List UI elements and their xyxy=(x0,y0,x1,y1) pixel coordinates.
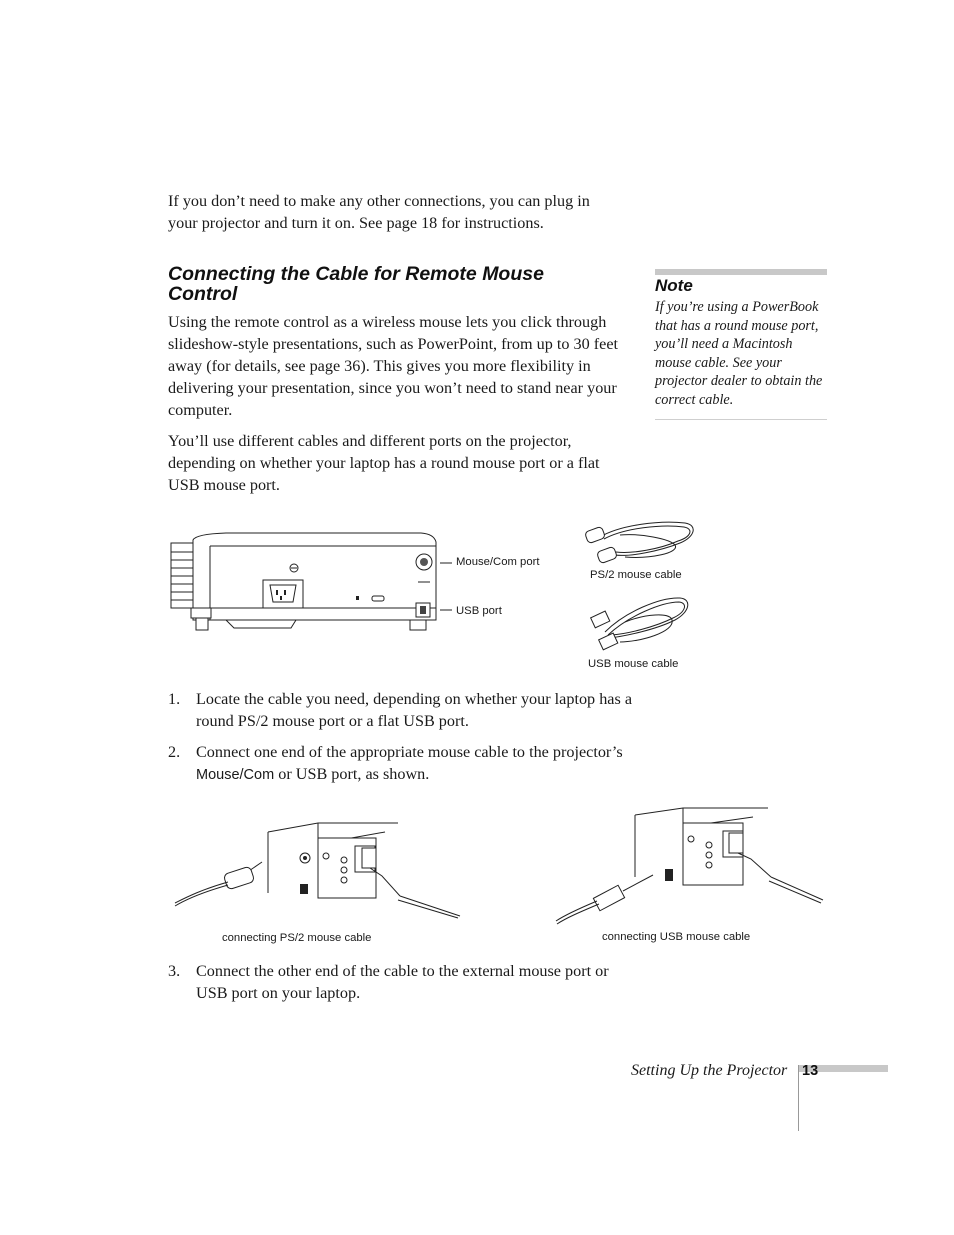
note-bottom-rule xyxy=(655,419,827,420)
usb-mouse-cable-label: USB mouse cable xyxy=(588,658,679,670)
intro-paragraph: If you don’t need to make any other connections, you can plug in your projector and turn it on. See page 18 for instructions. xyxy=(168,192,590,232)
connecting-ps2-illustration xyxy=(170,818,465,928)
step-3-text: Connect the other end of the cable to the external mouse port or USB port on your laptop. xyxy=(196,962,609,1002)
note-top-bar xyxy=(655,269,827,275)
connecting-usb-caption: connecting USB mouse cable xyxy=(602,931,751,943)
section-paragraph-1: Using the remote control as a wireless mouse lets you click through slideshow-style presentations, such as PowerPoint, from up to 30 feet away (for details, see page 36). This gives you more flexibility in delivering your presentation, since you won’t need to stand near your computer. xyxy=(168,313,619,419)
step-2-text xyxy=(196,741,636,786)
usb-mouse-cable-illustration xyxy=(580,592,700,654)
usb-port-label: USB port xyxy=(456,605,502,617)
projector-rear-panel-illustration xyxy=(166,528,446,636)
step-1-text: Locate the cable you need, depending on whether your laptop has a round PS/2 mouse port or a flat USB port. xyxy=(196,690,633,730)
connecting-usb-illustration xyxy=(553,805,828,927)
step-3-number: 3. xyxy=(168,962,181,980)
step-2-text-before: Connect one end of the appropriate mouse cable to the projector’s xyxy=(196,743,623,761)
footer-vertical-rule xyxy=(798,1065,799,1131)
note-text: If you’re using a PowerBook that has a round mouse port, you’ll need a Macintosh mouse cable. See your projector dealer to obtain the correct cable. xyxy=(655,299,823,408)
page-number: 13 xyxy=(802,1063,819,1079)
ps2-mouse-cable-label: PS/2 mouse cable xyxy=(590,569,682,581)
section-heading: Connecting the Cable for Remote Mouse Control xyxy=(168,263,544,305)
step-2-text-after: or USB port, as shown. xyxy=(278,765,430,783)
mouse-com-port-label: Mouse/Com port xyxy=(456,556,540,568)
footer-section-title: Setting Up the Projector xyxy=(631,1062,788,1079)
step-1-number: 1. xyxy=(168,690,181,708)
mouse-com-port-name: Mouse/Com xyxy=(196,767,275,783)
section-paragraph-2: You’ll use different cables and different ports on the projector, depending on whether your laptop has a round mouse port or a flat USB mouse port. xyxy=(168,432,600,494)
note-title: Note xyxy=(655,276,693,295)
connecting-ps2-caption: connecting PS/2 mouse cable xyxy=(222,932,372,944)
ps2-mouse-cable-illustration xyxy=(580,515,700,571)
step-2-number: 2. xyxy=(168,743,181,761)
